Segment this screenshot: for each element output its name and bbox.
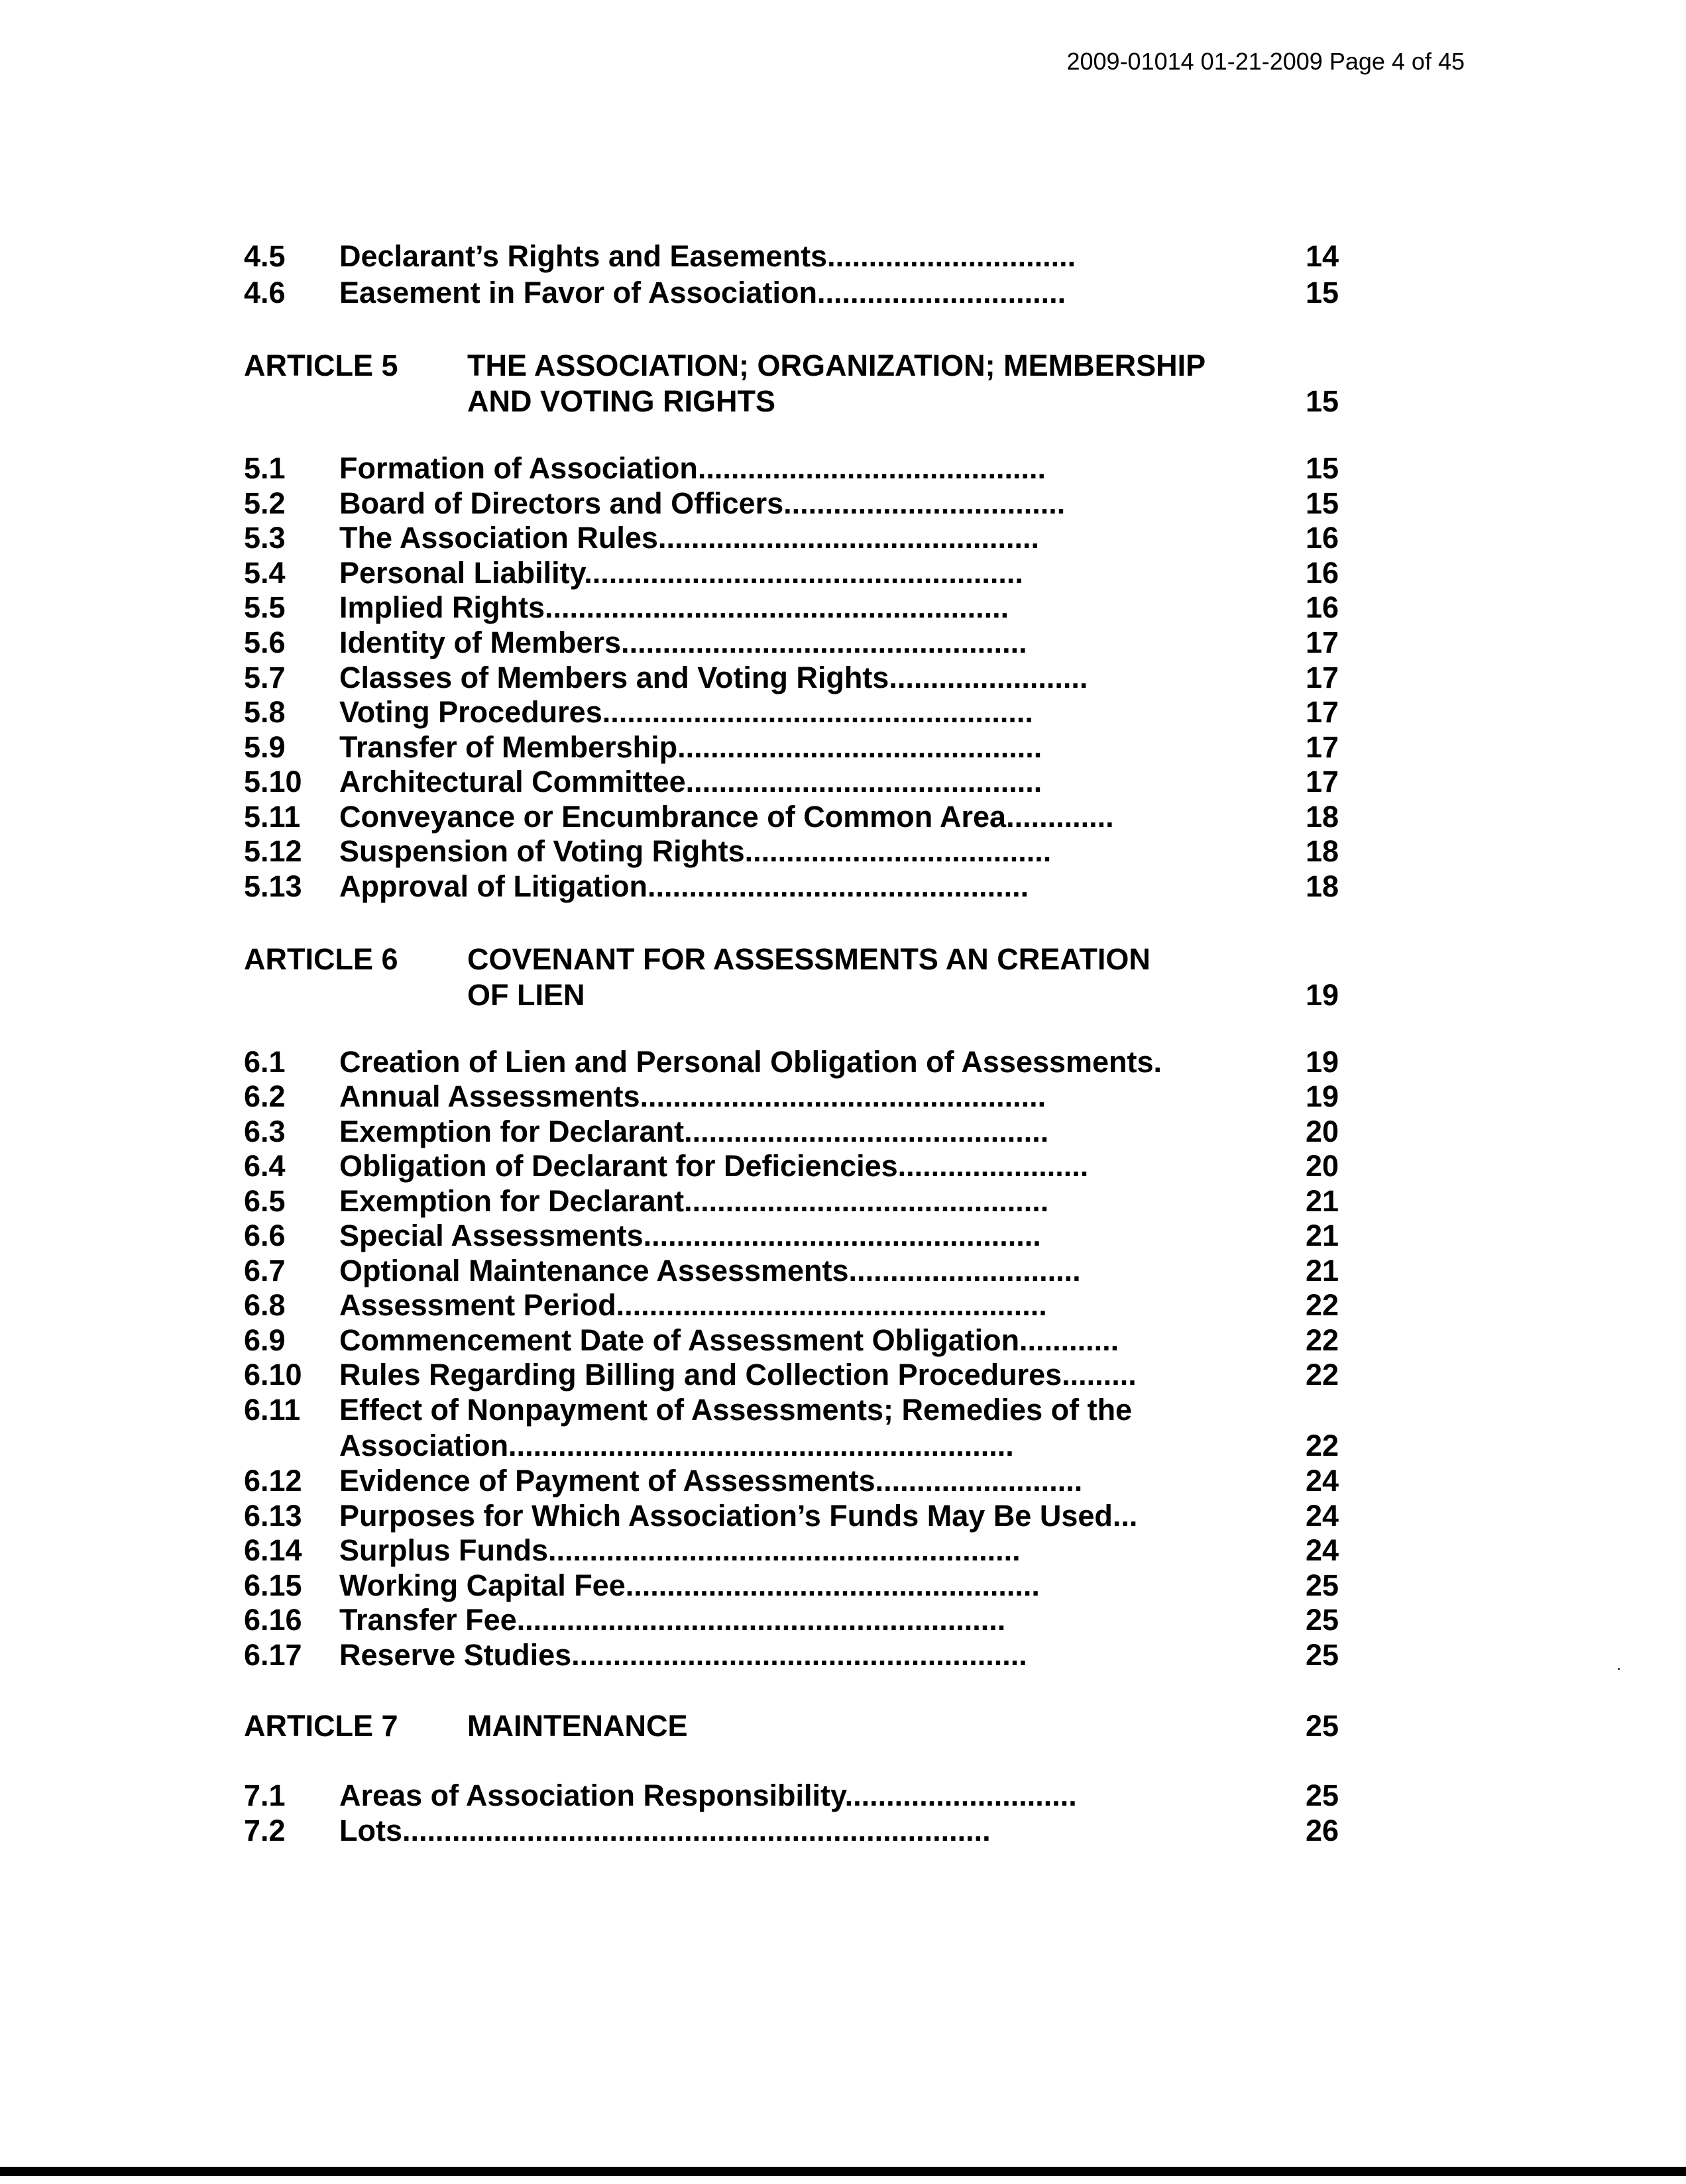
section-number: 6.3 bbox=[244, 1115, 286, 1148]
section-number: 5.6 bbox=[244, 626, 286, 659]
article-label: ARTICLE 5 bbox=[244, 349, 398, 382]
section-title: Purposes for Which Association’s Funds May Be Used... bbox=[339, 1499, 1138, 1533]
section-number: 4.5 bbox=[244, 239, 286, 273]
page-number: 21 bbox=[1305, 1254, 1339, 1287]
section-number: 6.4 bbox=[244, 1149, 286, 1183]
page-number: 17 bbox=[1305, 626, 1339, 659]
section-number: 7.1 bbox=[244, 1778, 286, 1812]
section-number: 6.10 bbox=[244, 1358, 302, 1392]
page-number: 15 bbox=[1305, 486, 1339, 520]
section-title: Architectural Committee........................................... bbox=[339, 765, 1042, 798]
page-number: 16 bbox=[1305, 521, 1339, 555]
section-title: Assessment Period.................................................... bbox=[339, 1288, 1047, 1322]
section-title: Board of Directors and Officers.................................. bbox=[339, 486, 1066, 520]
section-number: 6.2 bbox=[244, 1079, 286, 1113]
section-title: Declarant’s Rights and Easements.............................. bbox=[339, 239, 1076, 273]
page-number: 24 bbox=[1305, 1464, 1339, 1498]
section-number: 5.11 bbox=[244, 800, 301, 834]
page-number: 19 bbox=[1305, 978, 1339, 1012]
section-number: 5.4 bbox=[244, 556, 286, 590]
section-title-continued: Association............................................................. bbox=[339, 1429, 1014, 1462]
section-number: 6.5 bbox=[244, 1184, 286, 1218]
section-number: 4.6 bbox=[244, 276, 286, 309]
section-title: Easement in Favor of Association.............................. bbox=[339, 276, 1066, 309]
page-number: 18 bbox=[1305, 869, 1339, 903]
section-title: Areas of Association Responsibility............................ bbox=[339, 1778, 1077, 1812]
page-number: 17 bbox=[1305, 695, 1339, 729]
section-title: Annual Assessments................................................. bbox=[339, 1079, 1046, 1113]
page-number: 24 bbox=[1305, 1533, 1339, 1567]
footer-rule bbox=[0, 2167, 1686, 2176]
page-number: 21 bbox=[1305, 1219, 1339, 1252]
section-number: 7.2 bbox=[244, 1814, 286, 1847]
page-number: 20 bbox=[1305, 1149, 1339, 1183]
section-title: Personal Liability..................................................... bbox=[339, 556, 1023, 590]
page-number: 19 bbox=[1305, 1079, 1339, 1113]
page-number: 21 bbox=[1305, 1184, 1339, 1218]
page-number: 22 bbox=[1305, 1358, 1339, 1392]
page-number: 26 bbox=[1305, 1814, 1339, 1847]
section-title: Implied Rights........................................................ bbox=[339, 590, 1009, 624]
section-title: Special Assessments................................................ bbox=[339, 1219, 1041, 1252]
page-number: 15 bbox=[1305, 451, 1339, 485]
section-title: Surplus Funds......................................................... bbox=[339, 1533, 1021, 1567]
section-number: 5.7 bbox=[244, 661, 286, 694]
section-number: 6.16 bbox=[244, 1603, 302, 1637]
page-number: 19 bbox=[1305, 1045, 1339, 1079]
section-number: 6.17 bbox=[244, 1638, 302, 1672]
section-title: Exemption for Declarant............................................ bbox=[339, 1184, 1049, 1218]
page-number: 25 bbox=[1305, 1709, 1339, 1743]
section-number: 5.9 bbox=[244, 730, 286, 764]
section-title: Obligation of Declarant for Deficiencies....................... bbox=[339, 1149, 1089, 1183]
page-number: 17 bbox=[1305, 730, 1339, 764]
section-number: 6.9 bbox=[244, 1323, 286, 1357]
section-title: Optional Maintenance Assessments............................ bbox=[339, 1254, 1081, 1287]
page-number: 16 bbox=[1305, 590, 1339, 624]
section-title: Lots....................................................................... bbox=[339, 1814, 991, 1847]
section-number: 6.14 bbox=[244, 1533, 302, 1567]
page-number: 18 bbox=[1305, 834, 1339, 868]
page-number: 15 bbox=[1305, 276, 1339, 309]
section-number: 6.11 bbox=[244, 1393, 301, 1427]
section-number: 6.7 bbox=[244, 1254, 286, 1287]
section-number: 6.6 bbox=[244, 1219, 286, 1252]
section-number: 6.1 bbox=[244, 1045, 286, 1079]
section-title: Conveyance or Encumbrance of Common Area............. bbox=[339, 800, 1114, 834]
section-title: Evidence of Payment of Assessments......................... bbox=[339, 1464, 1083, 1498]
section-title: Exemption for Declarant............................................ bbox=[339, 1115, 1049, 1148]
page-number: 14 bbox=[1305, 239, 1339, 273]
section-number: 6.8 bbox=[244, 1288, 286, 1322]
scan-speck bbox=[1618, 1668, 1620, 1670]
section-title: Voting Procedures.................................................... bbox=[339, 695, 1033, 729]
page-number: 20 bbox=[1305, 1115, 1339, 1148]
page-number: 18 bbox=[1305, 800, 1339, 834]
section-number: 6.15 bbox=[244, 1568, 302, 1602]
page-number: 16 bbox=[1305, 556, 1339, 590]
section-number: 5.13 bbox=[244, 869, 302, 903]
section-title: Transfer Fee........................................................... bbox=[339, 1603, 1006, 1637]
article-title-continued: AND VOTING RIGHTS bbox=[467, 384, 776, 418]
section-number: 5.5 bbox=[244, 590, 286, 624]
section-title: Suspension of Voting Rights..................................... bbox=[339, 834, 1052, 868]
page-number: 25 bbox=[1305, 1568, 1339, 1602]
section-title: Approval of Litigation.............................................. bbox=[339, 869, 1029, 903]
section-title: Identity of Members................................................. bbox=[339, 626, 1027, 659]
section-title: Creation of Lien and Personal Obligation of Assessments. bbox=[339, 1045, 1162, 1079]
page-number: 24 bbox=[1305, 1499, 1339, 1533]
section-number: 6.13 bbox=[244, 1499, 302, 1533]
article-label: ARTICLE 7 bbox=[244, 1709, 398, 1743]
page-number: 22 bbox=[1305, 1429, 1339, 1462]
page-header: 2009-01014 01-21-2009 Page 4 of 45 bbox=[1066, 48, 1465, 75]
section-number: 6.12 bbox=[244, 1464, 302, 1498]
article-title: MAINTENANCE bbox=[467, 1709, 688, 1743]
section-title: Working Capital Fee.................................................. bbox=[339, 1568, 1040, 1602]
section-number: 5.3 bbox=[244, 521, 286, 555]
section-number: 5.10 bbox=[244, 765, 302, 798]
page-number: 22 bbox=[1305, 1323, 1339, 1357]
section-title: Reserve Studies....................................................... bbox=[339, 1638, 1027, 1672]
section-title: Formation of Association.......................................... bbox=[339, 451, 1046, 485]
page-number: 22 bbox=[1305, 1288, 1339, 1322]
article-label: ARTICLE 6 bbox=[244, 942, 398, 976]
article-title: COVENANT FOR ASSESSMENTS AN CREATION bbox=[467, 942, 1151, 976]
section-title: Commencement Date of Assessment Obligation............ bbox=[339, 1323, 1119, 1357]
section-number: 5.2 bbox=[244, 486, 286, 520]
article-title: THE ASSOCIATION; ORGANIZATION; MEMBERSHIP bbox=[467, 349, 1206, 382]
page-number: 25 bbox=[1305, 1778, 1339, 1812]
page-number: 25 bbox=[1305, 1603, 1339, 1637]
section-title: Rules Regarding Billing and Collection Procedures......... bbox=[339, 1358, 1137, 1392]
page-number: 17 bbox=[1305, 765, 1339, 798]
section-number: 5.1 bbox=[244, 451, 286, 485]
section-title: Transfer of Membership............................................ bbox=[339, 730, 1042, 764]
page-number: 25 bbox=[1305, 1638, 1339, 1672]
page-number: 17 bbox=[1305, 661, 1339, 694]
page-number: 15 bbox=[1305, 384, 1339, 418]
article-title-continued: OF LIEN bbox=[467, 978, 585, 1012]
section-number: 5.12 bbox=[244, 834, 302, 868]
section-title: The Association Rules.............................................. bbox=[339, 521, 1040, 555]
section-number: 5.8 bbox=[244, 695, 286, 729]
section-title: Effect of Nonpayment of Assessments; Remedies of the bbox=[339, 1393, 1133, 1427]
section-title: Classes of Members and Voting Rights........................ bbox=[339, 661, 1088, 694]
